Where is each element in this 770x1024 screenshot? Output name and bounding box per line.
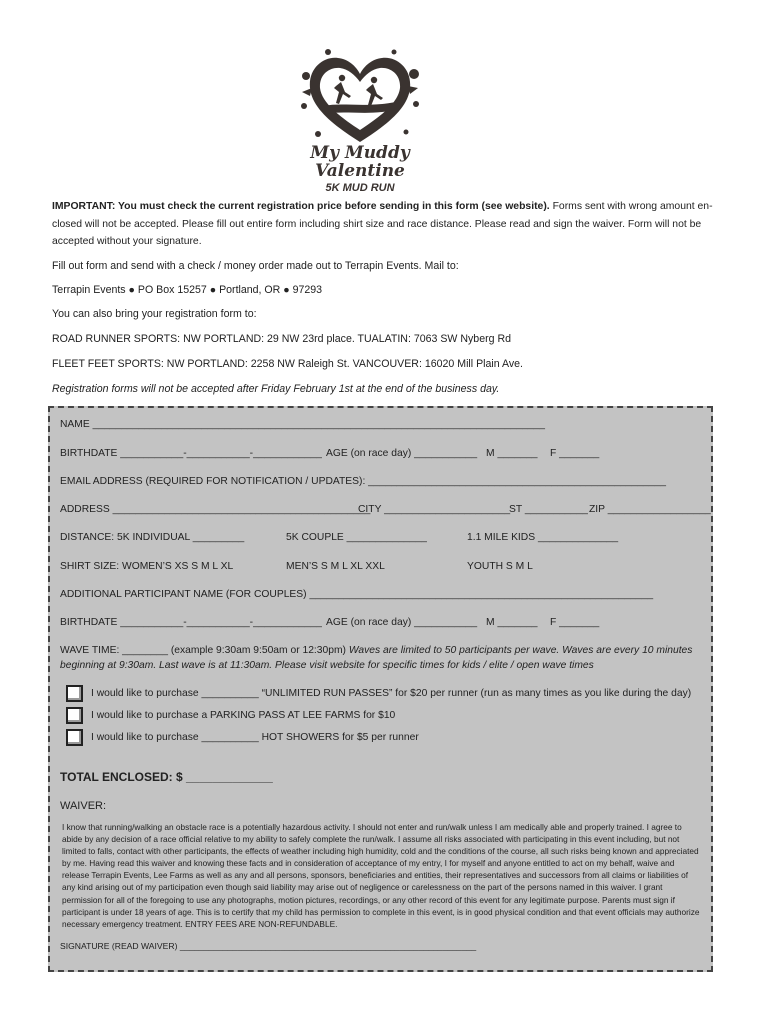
fleet-feet-locations: FLEET FEET SPORTS: NW PORTLAND: 2258 NW Raleigh St. VANCOUVER: 16020 Mill Plain Ave. — [52, 358, 523, 370]
signature-field[interactable]: SIGNATURE (READ WAIVER) ______________________________________________________________ — [60, 941, 477, 951]
wave-schedule-note: beginning at 9:30am. Last wave is at 11:30am. Please visit website for specific times for kids / elite / open wave times — [60, 660, 594, 671]
run-pass-checkbox[interactable] — [66, 685, 83, 702]
bring-form-text: You can also bring your registration form to: — [52, 308, 257, 320]
deadline-note: Registration forms will not be accepted after Friday February 1st at the end of the business day. — [52, 383, 500, 395]
shirt-size-youth[interactable]: YOUTH S M L — [467, 561, 533, 572]
fill-out-instructions: Fill out form and send with a check / money order made out to Terrapin Events. Mail to: — [52, 260, 459, 272]
wave-time-field[interactable] — [60, 645, 692, 656]
gender-m-field[interactable]: M _______ — [486, 448, 538, 459]
additional-participant-field[interactable]: ADDITIONAL PARTICIPANT NAME (FOR COUPLES) ____________________________________________________________ — [60, 589, 654, 600]
logo-line-2: Valentine — [315, 161, 405, 181]
state-field[interactable]: ST ___________ — [509, 504, 588, 515]
gender-f-field[interactable]: F _______ — [550, 448, 600, 459]
waiver-text: I know that running/walking an obstacle race is a potentially hazardous activity. I should not enter and run/walk unless I am medically able and properly trained. I agree to abide by any decision of a race official relative to my ability to safely complete the run/walk. I assume all risks associated with participating in this event including, but not limited to falls, contact with other participants, the effects of weather including high humidity, cold and the conditions of the course, all such risks being known and appreciated by me. Having read this waiver and knowing these facts and in consideration of acceptance of my entry, I for myself and anyone entitled to act on my behalf, waive and release Terrapin Events, Lee Farms as well as any and all persons, sponsors, beneficiaries and entities, their representatives and successors from all claims or liabilities of any kind arising out of my participation even though said liability may arise out of negligence or carelessness on the part of the persons named in this waiver. I grant permission for all of the foregoing to use any photographs, motion pictures, recordings, or any other record of this event for any legitimate purpose. Parents must sign if participant is under 18 years of age. This is to certify that my child has permission to complete in this event, is in good physical condition and that event officials may authorize necessary emergency treatment. ENTRY FEES ARE NON-REFUNDABLE. — [62, 822, 700, 929]
waiver-heading: WAIVER: — [60, 800, 107, 812]
age-field[interactable]: AGE (on race day) ___________ — [326, 448, 478, 459]
hot-showers-option: I would like to purchase __________ HOT SHOWERS for $5 per runner — [91, 732, 419, 743]
gender-m2-field[interactable]: M _______ — [486, 617, 538, 628]
total-enclosed-field[interactable]: TOTAL ENCLOSED: $ _____________ — [60, 770, 273, 784]
important-notice — [52, 198, 722, 251]
name-field[interactable]: NAME _______________________________________________________________________________ — [60, 419, 546, 430]
shirt-size-men[interactable]: MEN’S S M L XL XXL — [286, 561, 385, 572]
logo-line-3: 5K MUD RUN — [325, 182, 395, 194]
birthdate2-field[interactable]: BIRTHDATE ___________-___________-____________ — [60, 617, 322, 628]
shirt-size-women[interactable]: SHIRT SIZE: WOMEN’S XS S M L XL — [60, 561, 234, 572]
distance-5k-couple[interactable]: 5K COUPLE ______________ — [286, 532, 427, 543]
address-field[interactable]: ADDRESS _____________________________________________ — [60, 504, 371, 515]
age2-field[interactable]: AGE (on race day) ___________ — [326, 617, 478, 628]
parking-pass-checkbox[interactable] — [66, 707, 83, 724]
wave-time-label: WAVE TIME: ________ (example 9:30am 9:50am or 12:30pm) — [60, 645, 346, 656]
important-rest: Forms sent with wrong amount en-closed will not be accepted. Please fill out entire form including shirt size and race distance. Please read and sign the waiver. Form will not be accepted without your signature. — [52, 201, 713, 247]
distance-5k-individual[interactable]: DISTANCE: 5K INDIVIDUAL _________ — [60, 532, 245, 543]
email-field[interactable]: EMAIL ADDRESS (REQUIRED FOR NOTIFICATION / UPDATES): ____________________________________________________ — [60, 476, 666, 487]
logo-line-1: My Muddy — [310, 143, 410, 163]
distance-kids[interactable]: 1.1 MILE KIDS ______________ — [467, 532, 619, 543]
registration-form-panel — [48, 406, 713, 972]
hot-showers-checkbox[interactable] — [66, 729, 83, 746]
parking-pass-option: I would like to purchase a PARKING PASS AT LEE FARMS for $10 — [91, 710, 396, 721]
mail-address: Terrapin Events ● PO Box 15257 ● Portland, OR ● 97293 — [52, 284, 323, 296]
road-runner-locations: ROAD RUNNER SPORTS: NW PORTLAND: 29 NW 23rd place. TUALATIN: 7063 SW Nyberg Rd — [52, 333, 511, 345]
important-bold: IMPORTANT: You must check the current registration price before sending in this form (see website). — [52, 201, 550, 212]
wave-limit-note: Waves are limited to 50 participants per wave. Waves are every 10 minutes — [348, 645, 693, 656]
zip-field[interactable]: ZIP __________________ — [589, 504, 711, 515]
city-field[interactable]: CITY ______________________ — [358, 504, 511, 515]
run-pass-option: I would like to purchase __________ “UNLIMITED RUN PASSES” for $20 per runner (run as many times as you like during the day) — [91, 688, 692, 699]
my-muddy-valentine-logo — [298, 48, 422, 196]
birthdate-field[interactable]: BIRTHDATE ___________-___________-____________ — [60, 448, 322, 459]
gender-f2-field[interactable]: F _______ — [550, 617, 600, 628]
